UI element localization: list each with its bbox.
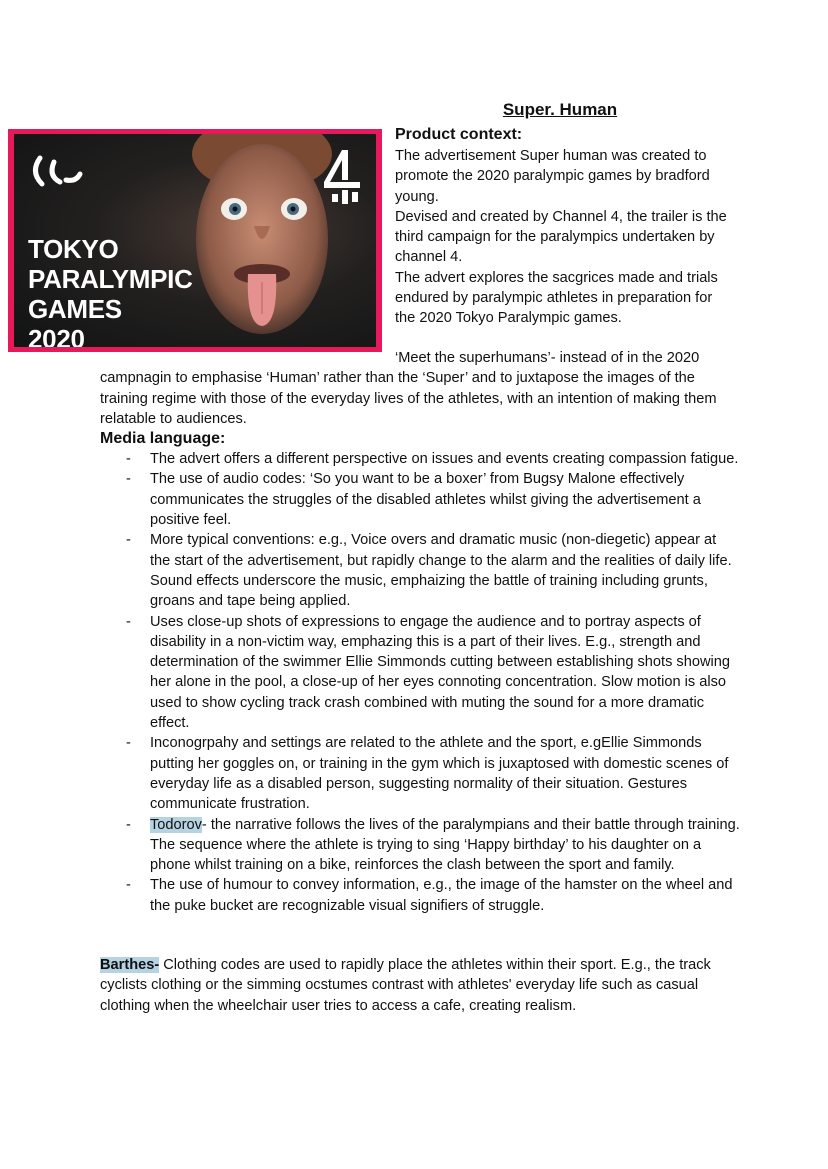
context-paragraph: Devised and created by Channel 4, the trailer is the third campaign for the paralympics undertaken by channel 4. [395,208,727,266]
barthes-paragraph [100,955,740,1016]
product-context-section [395,126,735,329]
meet-superhumans-paragraph: campnagin to emphasise ‘Human’ rather than the ‘Super’ and to juxtapose the images of the training regime with those of the everyday lives of the athletes, with an intention of making them relatable to audiences. [100,370,717,427]
barthes-text: Clothing codes are used to rapidly place the athletes within their sport. E.g., the track cyclists clothing or the simming ocstumes contrast with athletes' everyday life such as casual clothing when the wheelchair user tries to access a cafe, creating realism. [100,957,711,1014]
media-language-heading: Media language: [100,430,226,448]
paralympics-agitos-icon [32,152,84,192]
list-item-todorov [100,815,740,876]
todorov-text: - the narrative follows the lives of the paralympians and their battle through training. The sequence where the athlete is trying to sing ‘Happy birthday’ to his daughter on a phone whilst training on a bike, reinforces the clash between the sport and family. [150,816,740,874]
list-item: - Uses close-up shots of expressions to engage the audience and to portray aspects of disability in a non-victim way, emphazing this is a part of their lives. E.g., strength and determination of the swimmer Ellie Simmonds cutting between establishing shots showing her alone in the pool, a close-up of her eyes connoting concentration. Slow motion is also used to show cycling track crash combined with muting the sound for a more dramatic effect. [100,612,740,734]
context-paragraph: The advert explores the sacgrices made and trials endured by paralympic athletes in preparation for the 2020 Tokyo Paralympic games. [395,269,718,327]
poster-title: TOKYO PARALYMPIC GAMES 2020 [28,234,193,347]
media-language-list [100,449,740,916]
page-title: Super. Human [502,100,618,119]
poster-image [14,134,376,347]
todorov-highlight: Todorov [150,816,202,833]
main-text-section [100,348,740,916]
tokyo-paralympics-poster [8,129,382,352]
list-item: - The advert offers a different perspective on issues and events creating compassion fatigue. [100,449,740,469]
list-item: - More typical conventions: e.g., Voice overs and dramatic music (non-diegetic) appear at the start of the advertisement, but rapidly change to the alarm and the realities of daily life. Sound effects underscore the music, emphaizing the battle of training including grunts, groans and tape being applied. [100,530,740,611]
barthes-highlight: Barthes- [100,957,160,973]
context-paragraph: The advertisement Super human was created to promote the 2020 paralympic games by bradford young. [395,148,710,205]
meet-superhumans-lead: ‘Meet the superhumans’- instead of in the 2020 [395,350,700,366]
product-context-heading: Product context: [395,126,523,143]
list-item: - The use of audio codes: ‘So you want to be a boxer’ from Bugsy Malone effectively communicates the struggles of the disabled athletes whilst giving the advertisement a positive feel. [100,469,740,530]
list-item: - The use of humour to convey information, e.g., the image of the hamster on the wheel and the puke bucket are recognizable visual signifiers of struggle. [100,875,740,916]
list-item: - Inconogrpahy and settings are related to the athlete and the sport, e.gEllie Simmonds putting her goggles on, or training in the gym which is juxaptosed with domestic scenes of everyday life as a disabled person, suggesting normality of their situation. Gestures communicate frustration. [100,733,740,814]
channel-4-logo-icon [320,148,364,206]
athlete-face-image [182,134,342,347]
